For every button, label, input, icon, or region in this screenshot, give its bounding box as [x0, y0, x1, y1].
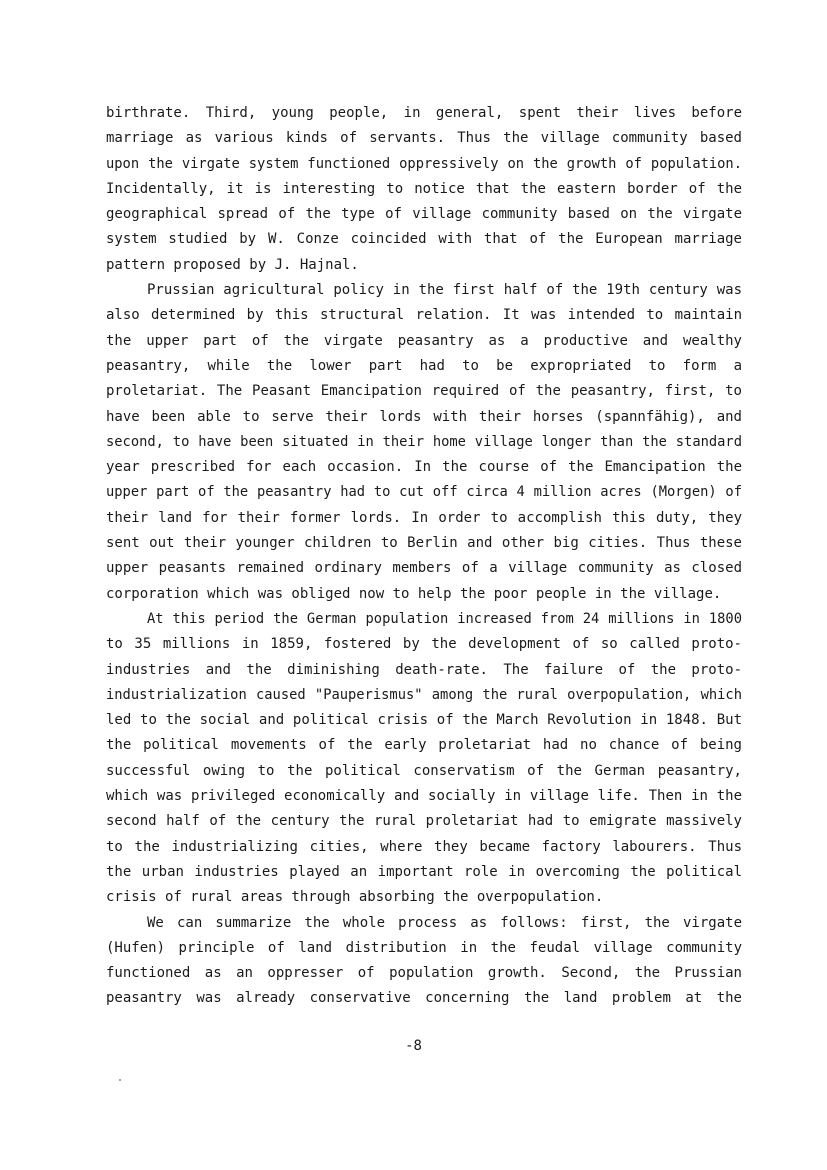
text-line: peasantry, while the lower part had to be expropriated to form a	[106, 357, 742, 374]
text-line: to 35 millions in 1859, fostered by the development of so called proto-	[106, 636, 742, 653]
paragraph	[106, 911, 742, 1012]
text-line: We can summarize the whole process as follows: first, the virgate	[147, 914, 742, 931]
text-line: to the industrializing cities, where they became factory labourers. Thus	[106, 838, 742, 855]
text-line: second, to have been situated in their home village longer than the standard	[106, 433, 742, 450]
text-line: upon the virgate system functioned oppressively on the growth of population.	[106, 155, 742, 172]
text-line: upper part of the peasantry had to cut off circa 4 million acres (Morgen) of	[106, 484, 742, 501]
text-line: At this period the German population increased from 24 millions in 1800	[147, 610, 742, 627]
text-line: peasantry was already conservative concerning the land problem at the	[106, 990, 742, 1007]
text-line: the political movements of the early proletariat had no chance of being	[106, 737, 742, 754]
text-line: led to the social and political crisis of the March Revolution in 1848. But	[106, 712, 742, 729]
text-line: the upper part of the virgate peasantry as a productive and wealthy	[106, 332, 742, 349]
text-line: proletariat. The Peasant Emancipation required of the peasantry, first, to	[106, 383, 742, 400]
text-line: functioned as an oppresser of population growth. Second, the Prussian	[106, 965, 742, 982]
text-line: sent out their younger children to Berlin and other big cities. Thus these	[106, 535, 742, 552]
text-line: crisis of rural areas through absorbing the overpopulation.	[106, 889, 604, 906]
page-number: -8	[405, 1038, 422, 1054]
scan-speck	[119, 1079, 121, 1081]
text-line: industries and the diminishing death-rate. The failure of the proto-	[106, 661, 742, 678]
text-line: (Hufen) principle of land distribution in the feudal village community	[106, 939, 742, 956]
text-line: geographical spread of the type of village community based on the virgate	[106, 206, 742, 223]
paragraph	[106, 278, 742, 607]
text-line: second half of the century the rural proletariat had to emigrate massively	[106, 813, 742, 830]
paragraph	[106, 101, 742, 278]
text-line: also determined by this structural relation. It was intended to maintain	[106, 307, 742, 324]
text-line: industrialization caused "Pauperismus" among the rural overpopulation, which	[106, 686, 742, 703]
text-line: which was privileged economically and socially in village life. Then in the	[106, 788, 742, 805]
text-line: year prescribed for each occasion. In the course of the Emancipation the	[106, 459, 742, 476]
text-line: birthrate. Third, young people, in general, spent their lives before	[106, 105, 742, 121]
text-line: corporation which was obliged now to help the poor people in the village.	[106, 585, 722, 602]
paragraph	[106, 607, 742, 911]
text-line: Prussian agricultural policy in the first half of the 19th century was	[147, 282, 742, 299]
text-line: have been able to serve their lords with their horses (spannfähig), and	[106, 408, 742, 425]
body-text	[106, 101, 742, 1012]
text-line: upper peasants remained ordinary members of a village community as closed	[106, 560, 742, 577]
text-line: successful owing to the political conservatism of the German peasantry,	[106, 762, 742, 779]
text-line: marriage as various kinds of servants. Thus the village community based	[106, 130, 742, 147]
text-line: their land for their former lords. In order to accomplish this duty, they	[106, 509, 742, 526]
text-line: the urban industries played an important role in overcoming the political	[106, 863, 742, 880]
text-line: Incidentally, it is interesting to notice that the eastern border of the	[106, 180, 742, 197]
text-line: system studied by W. Conze coincided with that of the European marriage	[106, 231, 742, 248]
text-line: pattern proposed by J. Hajnal.	[106, 256, 359, 273]
